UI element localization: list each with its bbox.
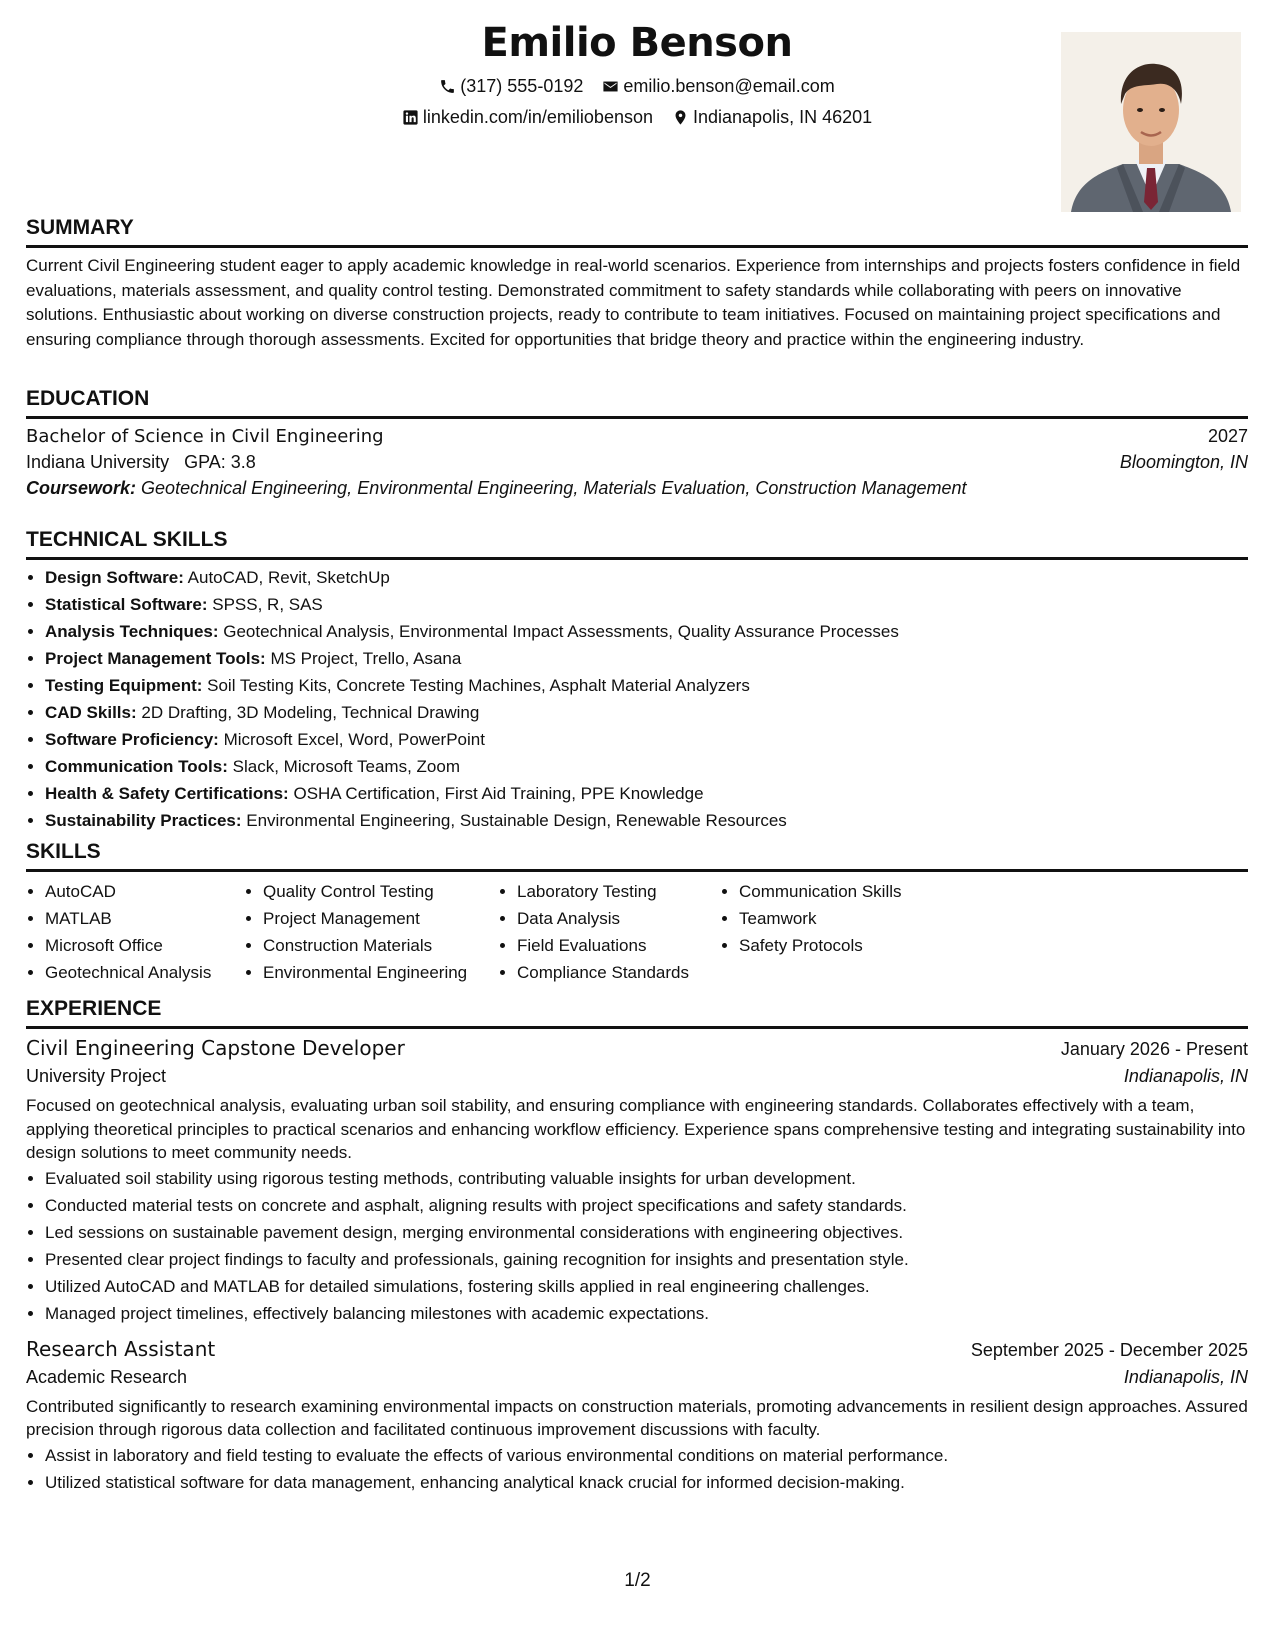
skill-item: • Microsoft Office bbox=[45, 932, 244, 959]
skill-item: • Quality Control Testing bbox=[263, 878, 498, 905]
technical-skill-item bbox=[45, 591, 1248, 618]
technical-skill-item bbox=[45, 780, 1248, 807]
job-title-row bbox=[26, 1036, 1248, 1060]
experience-heading: EXPERIENCE bbox=[26, 996, 1248, 1029]
job-bullet: • Conducted material tests on concrete and asphalt, aligning results with project specifications and safety standards. bbox=[45, 1192, 1248, 1219]
skill-item: • Geotechnical Analysis bbox=[45, 959, 244, 986]
skill-item: • Laboratory Testing bbox=[517, 878, 720, 905]
skill-item: • Data Analysis bbox=[517, 905, 720, 932]
email-item[interactable] bbox=[602, 76, 834, 97]
skill-item: • MATLAB bbox=[45, 905, 244, 932]
technical-skill-item bbox=[45, 726, 1248, 753]
experience-section bbox=[26, 996, 1248, 1496]
degree-row bbox=[26, 426, 1248, 447]
education-section bbox=[26, 386, 1248, 499]
skill-item: • Field Evaluations bbox=[517, 932, 720, 959]
portrait-illustration bbox=[1061, 32, 1241, 212]
school-info bbox=[26, 452, 256, 473]
technical-skill-label: Communication Tools: bbox=[45, 757, 228, 776]
job-entry bbox=[26, 1337, 1248, 1496]
technical-skill-value: Microsoft Excel, Word, PowerPoint bbox=[223, 730, 485, 749]
skill-item: • Safety Protocols bbox=[739, 932, 960, 959]
location-text: Indianapolis, IN 46201 bbox=[693, 107, 873, 127]
page-number: 1/2 bbox=[624, 1570, 651, 1591]
coursework-line bbox=[26, 478, 1248, 499]
job-bullet: • Assist in laboratory and field testing to evaluate the effects of various environmental conditions on material performance. bbox=[45, 1442, 1248, 1469]
skills-column bbox=[244, 878, 498, 986]
job-bullet: • Managed project timelines, effectively balancing milestones with academic expectations. bbox=[45, 1300, 1248, 1327]
technical-skill-value: Geotechnical Analysis, Environmental Impact Assessments, Quality Assurance Processes bbox=[223, 622, 899, 641]
job-title-row bbox=[26, 1337, 1248, 1361]
phone-item bbox=[439, 76, 583, 97]
technical-skill-item bbox=[45, 618, 1248, 645]
technical-skill-value: AutoCAD, Revit, SketchUp bbox=[187, 568, 390, 587]
technical-skill-item bbox=[45, 564, 1248, 591]
technical-skill-label: CAD Skills: bbox=[45, 703, 137, 722]
job-dates: September 2025 - December 2025 bbox=[970, 1339, 1248, 1360]
job-organization: University Project bbox=[26, 1066, 167, 1086]
technical-skill-label: Testing Equipment: bbox=[45, 676, 203, 695]
linkedin-item[interactable] bbox=[402, 107, 653, 128]
skills-heading: SKILLS bbox=[26, 839, 1248, 872]
coursework-label: Coursework: bbox=[26, 478, 137, 498]
email-text: emilio.benson@email.com bbox=[623, 76, 835, 96]
job-bullets bbox=[26, 1442, 1248, 1496]
technical-skill-label: Software Proficiency: bbox=[45, 730, 219, 749]
technical-skills-list bbox=[26, 564, 1248, 834]
skill-item: • Teamwork bbox=[739, 905, 960, 932]
job-dates: January 2026 - Present bbox=[1060, 1039, 1248, 1059]
school-row bbox=[26, 452, 1248, 473]
education-heading: EDUCATION bbox=[26, 386, 1248, 419]
job-bullet: • Utilized AutoCAD and MATLAB for detailed simulations, fostering skills applied in real engineering challenges. bbox=[45, 1273, 1248, 1300]
school-location: Bloomington, IN bbox=[1119, 452, 1248, 472]
job-organization: Academic Research bbox=[26, 1366, 188, 1387]
technical-skill-label: Analysis Techniques: bbox=[45, 622, 219, 641]
summary-text: Current Civil Engineering student eager to apply academic knowledge in real-world scenarios. Experience from internships and projects fosters confidence in field evaluations, materials assessment, and quality control testing. Demonstrated commitment to safety standards while collaborating with peers on innovative solutions. Enthusiastic about working on diverse construction projects, ready to contribute to team initiatives. Focused on maintaining project specifications and ensuring compliance through thorough assessments. Excited for opportunities that bridge theory and practice within the engineering industry. bbox=[26, 256, 1241, 349]
linkedin-icon bbox=[402, 109, 419, 126]
skill-item: • Compliance Standards bbox=[517, 959, 720, 986]
technical-skills-section bbox=[26, 527, 1248, 834]
summary-heading: SUMMARY bbox=[26, 215, 1248, 248]
technical-skill-value: 2D Drafting, 3D Modeling, Technical Drawing bbox=[141, 703, 480, 722]
skill-item: • Communication Skills bbox=[739, 878, 960, 905]
skills-column bbox=[720, 878, 960, 986]
candidate-name: Emilio Benson bbox=[481, 20, 793, 66]
technical-skill-label: Design Software: bbox=[45, 568, 184, 587]
linkedin-text: linkedin.com/in/emiliobenson bbox=[422, 107, 653, 127]
technical-skill-item bbox=[45, 807, 1248, 834]
technical-skill-value: Soil Testing Kits, Concrete Testing Machines, Asphalt Material Analyzers bbox=[207, 676, 750, 695]
phone-icon bbox=[439, 78, 456, 95]
technical-skill-label: Sustainability Practices: bbox=[45, 811, 242, 830]
job-summary: Contributed significantly to research examining environmental impacts on construction materials, promoting advancements in resilient design approaches. Assured precision through rigorous data collection and facilitated continuous improvement discussions with faculty. bbox=[26, 1396, 1248, 1439]
job-org-row bbox=[26, 1066, 1248, 1087]
map-pin-icon bbox=[672, 109, 689, 126]
graduation-year: 2027 bbox=[1207, 426, 1248, 446]
technical-skill-value: OSHA Certification, First Aid Training, PPE Knowledge bbox=[293, 784, 704, 803]
envelope-icon bbox=[602, 78, 619, 95]
technical-skill-item bbox=[45, 753, 1248, 780]
skill-item: • AutoCAD bbox=[45, 878, 244, 905]
skill-item: • Construction Materials bbox=[263, 932, 498, 959]
technical-skill-item bbox=[45, 645, 1248, 672]
skills-section bbox=[26, 839, 1248, 986]
jobs-list bbox=[26, 1036, 1248, 1496]
job-bullets bbox=[26, 1165, 1248, 1327]
gpa: GPA: 3.8 bbox=[184, 452, 256, 472]
job-bullet: • Utilized statistical software for data management, enhancing analytical knack crucial for informed decision-making. bbox=[45, 1469, 1248, 1496]
profile-photo bbox=[1061, 32, 1241, 212]
summary-section bbox=[26, 215, 1248, 352]
job-bullet: • Evaluated soil stability using rigorous testing methods, contributing valuable insights for urban development. bbox=[45, 1165, 1248, 1192]
coursework-list: Geotechnical Engineering, Environmental Engineering, Materials Evaluation, Construction Management bbox=[141, 478, 967, 498]
job-bullet: • Presented clear project findings to faculty and professionals, gaining recognition for insights and presentation style. bbox=[45, 1246, 1248, 1273]
skill-item: • Environmental Engineering bbox=[263, 959, 498, 986]
job-summary: Focused on geotechnical analysis, evaluating urban soil stability, and ensuring compliance with engineering standards. Collaborates effectively with a team, applying theoretical principles to practical scenarios and enhancing workflow efficiency. Experience spans comprehensive testing and integrating sustainability into design solutions to meet community needs. bbox=[26, 1096, 1246, 1162]
phone-text: (317) 555-0192 bbox=[460, 76, 584, 96]
technical-skill-value: Slack, Microsoft Teams, Zoom bbox=[232, 757, 460, 776]
technical-skill-value: MS Project, Trello, Asana bbox=[270, 649, 462, 668]
technical-skill-label: Health & Safety Certifications: bbox=[45, 784, 289, 803]
skills-grid bbox=[26, 878, 1248, 986]
technical-skill-item bbox=[45, 672, 1248, 699]
job-bullet: • Led sessions on sustainable pavement design, merging environmental considerations with engineering objectives. bbox=[45, 1219, 1248, 1246]
technical-skills-heading: TECHNICAL SKILLS bbox=[26, 527, 1248, 560]
job-org-row bbox=[26, 1367, 1248, 1388]
technical-skill-label: Project Management Tools: bbox=[45, 649, 266, 668]
job-title: Research Assistant bbox=[26, 1336, 216, 1361]
location-item bbox=[672, 107, 872, 128]
degree-title: Bachelor of Science in Civil Engineering bbox=[26, 426, 384, 447]
technical-skill-value: SPSS, R, SAS bbox=[212, 595, 323, 614]
skills-column bbox=[498, 878, 720, 986]
technical-skill-value: Environmental Engineering, Sustainable Design, Renewable Resources bbox=[246, 811, 787, 830]
skill-item: • Project Management bbox=[263, 905, 498, 932]
job-location: Indianapolis, IN bbox=[1123, 1066, 1248, 1086]
job-entry bbox=[26, 1036, 1248, 1327]
technical-skill-item bbox=[45, 699, 1248, 726]
job-location: Indianapolis, IN bbox=[1123, 1366, 1248, 1387]
school-name: Indiana University bbox=[26, 452, 170, 472]
job-title: Civil Engineering Capstone Developer bbox=[26, 1036, 405, 1060]
skills-column bbox=[26, 878, 244, 986]
technical-skill-label: Statistical Software: bbox=[45, 595, 208, 614]
